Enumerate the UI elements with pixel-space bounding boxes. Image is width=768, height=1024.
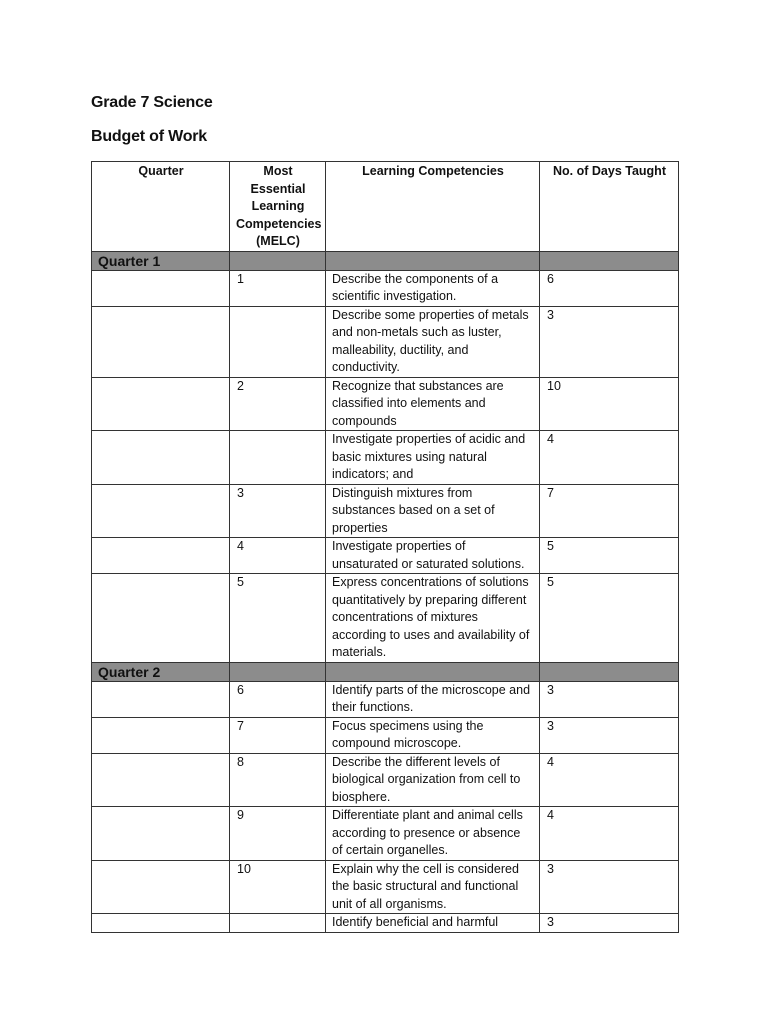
quarter-label: Quarter 2 [92,662,230,681]
table-row [92,306,679,377]
table-row [92,377,679,431]
competency-text: Identify parts of the microscope and their functions. [326,681,540,717]
days-taught: 4 [540,431,679,485]
header-quarter: Quarter [92,162,230,252]
melc-number [230,306,326,377]
header-learning-competencies: Learning Competencies [326,162,540,252]
melc-number: 5 [230,574,326,663]
table-row [92,753,679,807]
document-title: Grade 7 Science [91,94,213,111]
days-taught: 6 [540,270,679,306]
days-taught: 3 [540,681,679,717]
days-taught: 10 [540,377,679,431]
table-row [92,681,679,717]
table-row [92,860,679,914]
quarter-label: Quarter 1 [92,251,230,270]
table-row [92,574,679,663]
melc-number: 4 [230,538,326,574]
days-taught: 4 [540,753,679,807]
table-row [92,807,679,861]
competency-text: Recognize that substances are classified into elements and compounds [326,377,540,431]
competency-text: Investigate properties of unsaturated or saturated solutions. [326,538,540,574]
table-row [92,431,679,485]
competency-text: Identify beneficial and harmful [326,914,540,933]
table-row [92,270,679,306]
competency-text: Differentiate plant and animal cells according to presence or absence of certain organelles. [326,807,540,861]
quarter-2-row [92,662,679,681]
table-row [92,717,679,753]
days-taught: 5 [540,574,679,663]
days-taught: 4 [540,807,679,861]
competency-text: Explain why the cell is considered the basic structural and functional unit of all organisms. [326,860,540,914]
melc-number: 10 [230,860,326,914]
budget-of-work-table [91,161,679,933]
competency-text: Describe some properties of metals and non-metals such as luster, malleability, ductility, and conductivity. [326,306,540,377]
melc-number: 8 [230,753,326,807]
days-taught: 3 [540,914,679,933]
competency-text: Express concentrations of solutions quantitatively by preparing different concentrations of mixtures according to uses and availability of materials. [326,574,540,663]
days-taught: 3 [540,717,679,753]
melc-number: 6 [230,681,326,717]
header-days-taught: No. of Days Taught [540,162,679,252]
competency-text: Focus specimens using the compound microscope. [326,717,540,753]
table-row [92,914,679,933]
competency-text: Distinguish mixtures from substances based on a set of properties [326,484,540,538]
days-taught: 3 [540,860,679,914]
table-row [92,484,679,538]
table-header-row [92,162,679,252]
header-melc: Most Essential Learning Competencies (MELC) [230,162,326,252]
table-row [92,538,679,574]
melc-number [230,914,326,933]
competency-text: Describe the components of a scientific investigation. [326,270,540,306]
days-taught: 7 [540,484,679,538]
melc-number: 1 [230,270,326,306]
melc-number: 2 [230,377,326,431]
competency-text: Describe the different levels of biological organization from cell to biosphere. [326,753,540,807]
quarter-1-row [92,251,679,270]
days-taught: 5 [540,538,679,574]
melc-number: 3 [230,484,326,538]
melc-number [230,431,326,485]
days-taught: 3 [540,306,679,377]
competency-text: Investigate properties of acidic and basic mixtures using natural indicators; and [326,431,540,485]
melc-number: 7 [230,717,326,753]
melc-number: 9 [230,807,326,861]
document-subtitle: Budget of Work [91,128,208,145]
